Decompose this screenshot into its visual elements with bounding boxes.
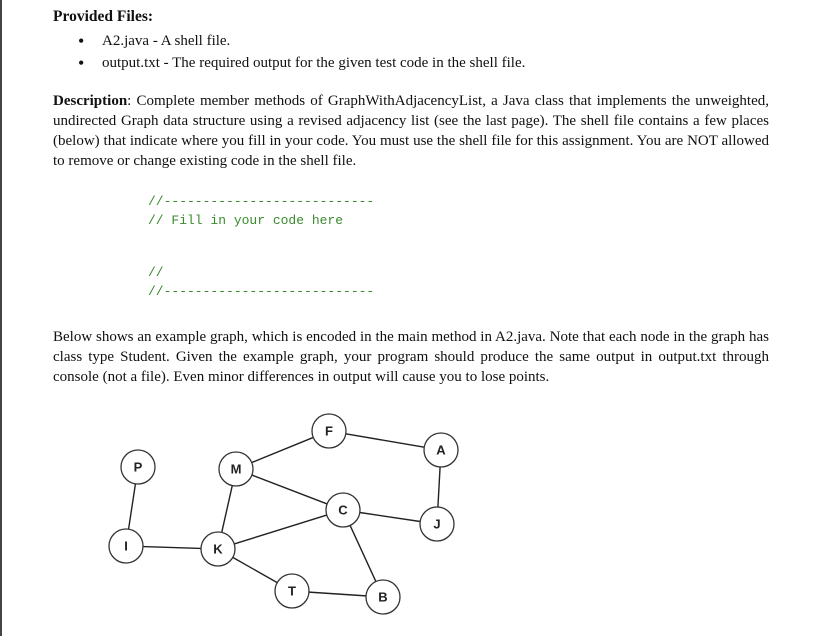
provided-files-heading: Provided Files: xyxy=(53,8,154,25)
graph-node-label: T xyxy=(288,583,296,599)
example-paragraph: Below shows an example graph, which is encoded in the main method in A2.java. Note that each node in the graph has class type Student. Given the example graph, your program should produce the same output in output.txt through console (not a file). Even minor differences in output will cause you to lose points. xyxy=(53,329,769,385)
graph-node-label: C xyxy=(338,502,348,518)
graph-node-label: K xyxy=(213,541,223,557)
description-text: : Complete member methods of GraphWithAdjacencyList, a Java class that implements the unweighted, undirected Graph data structure using a revised adjacency list (see the last page). The shell file contains a few places (below) that indicate where you fill in your code. You must use the shell file for this assignment. You are NOT allowed to remove or change existing code in the shell file. xyxy=(53,93,769,169)
graph-edge-M-C xyxy=(252,475,327,504)
graph-edge-I-K xyxy=(143,547,201,549)
graph-edge-K-C xyxy=(234,515,327,544)
graph-node-I xyxy=(109,529,143,563)
graph-edge-M-F xyxy=(252,437,314,462)
graph-edge-K-M xyxy=(222,486,233,533)
graph-node-F xyxy=(312,414,346,448)
graph-node-label: F xyxy=(325,423,333,439)
graph-edge-K-T xyxy=(233,557,277,582)
graph-edge-A-J xyxy=(438,467,440,507)
graph-edge-P-I xyxy=(129,484,136,529)
graph-node-C xyxy=(326,493,360,527)
graph-node-label: J xyxy=(433,516,441,532)
graph-edge-F-A xyxy=(346,434,424,447)
graph-node-T xyxy=(275,574,309,608)
graph-node-label: P xyxy=(133,459,143,475)
graph-node-label: I xyxy=(124,538,128,554)
graph-node-A xyxy=(424,433,458,467)
graph-edge-T-B xyxy=(309,592,366,596)
graph-node-B xyxy=(366,580,400,614)
code-line: // xyxy=(148,265,164,280)
graph-node-label: M xyxy=(230,461,242,477)
graph-edge-C-J xyxy=(360,513,420,522)
graph-node-M xyxy=(219,452,253,486)
graph-node-J xyxy=(420,507,454,541)
graph-node-label: A xyxy=(436,442,446,458)
graph-node-P xyxy=(121,450,155,484)
graph-node-K xyxy=(201,532,235,566)
code-line: //--------------------------- xyxy=(148,194,375,209)
list-item: • output.txt - The required output for the given test code in the shell file. xyxy=(78,53,525,75)
code-line: //--------------------------- xyxy=(148,284,375,299)
list-item: • A2.java - A shell file. xyxy=(78,31,525,53)
description-label: Description xyxy=(53,93,128,109)
graph-edge-C-B xyxy=(350,525,376,581)
graph-node-label: B xyxy=(378,589,388,605)
code-line: // Fill in your code here xyxy=(148,213,344,228)
